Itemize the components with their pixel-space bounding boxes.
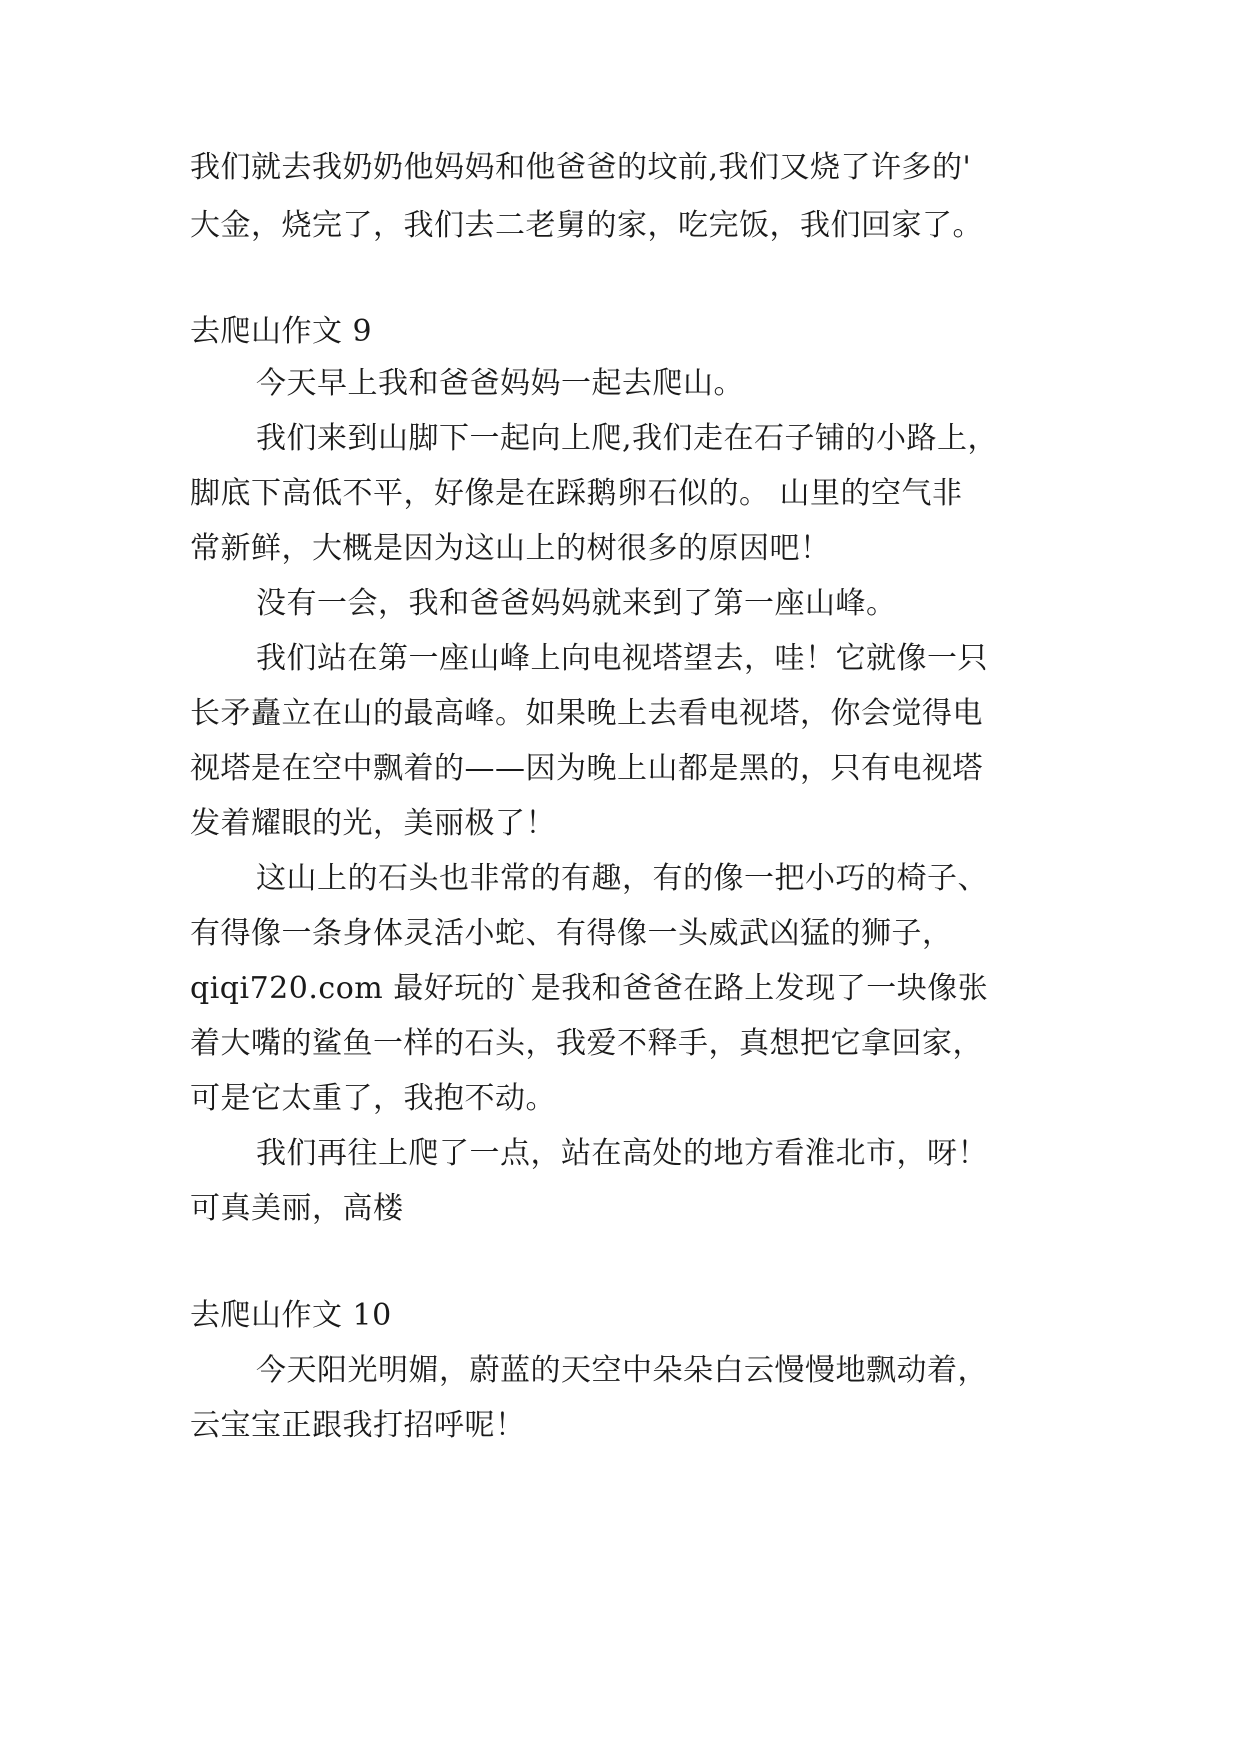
paragraph-line: 长矛矗立在山的最高峰。如果晚上去看电视塔，你会觉得电 xyxy=(190,696,983,731)
text-line: 我们就去我奶奶他妈妈和他爸爸的坟前,我们又烧了许多的' xyxy=(190,150,972,185)
paragraph-line: 脚底下高低不平，好像是在踩鹅卵石似的。 山里的空气非 xyxy=(190,476,963,511)
section-heading: 去爬山作文 9 xyxy=(190,314,373,349)
paragraph-line: 可真美丽，高楼 xyxy=(190,1191,404,1226)
paragraph-line: 我们再往上爬了一点，站在高处的地方看淮北市，呀！ xyxy=(256,1136,988,1171)
paragraph-line: 没有一会，我和爸爸妈妈就来到了第一座山峰。 xyxy=(256,586,897,621)
paragraph-line: 今天早上我和爸爸妈妈一起去爬山。 xyxy=(256,366,744,401)
paragraph-line: 我们站在第一座山峰上向电视塔望去，哇！它就像一只 xyxy=(256,641,988,676)
paragraph-line: 发着耀眼的光，美丽极了！ xyxy=(190,806,556,841)
paragraph-line: 云宝宝正跟我打招呼呢！ xyxy=(190,1408,526,1443)
paragraph-line: 可是它太重了，我抱不动。 xyxy=(190,1081,556,1116)
section-heading: 去爬山作文 10 xyxy=(190,1298,392,1333)
paragraph-line: 这山上的石头也非常的有趣，有的像一把小巧的椅子、 xyxy=(256,861,988,896)
paragraph-line: 着大嘴的鲨鱼一样的石头，我爱不释手，真想把它拿回家， xyxy=(190,1026,983,1061)
paragraph-line: 常新鲜，大概是因为这山上的树很多的原因吧！ xyxy=(190,531,831,566)
paragraph-line: 我们来到山脚下一起向上爬,我们走在石子铺的小路上， xyxy=(256,421,999,456)
paragraph-line: qiqi720.com 最好玩的`是我和爸爸在路上发现了一块像张 xyxy=(190,971,989,1006)
paragraph-line: 今天阳光明媚，蔚蓝的天空中朵朵白云慢慢地飘动着， xyxy=(256,1353,988,1388)
text-line: 大金，烧完了，我们去二老舅的家，吃完饭，我们回家了。 xyxy=(190,208,983,243)
paragraph-line: 视塔是在空中飘着的——因为晚上山都是黑的，只有电视塔 xyxy=(190,751,983,786)
paragraph-line: 有得像一条身体灵活小蛇、有得像一头威武凶猛的狮子， xyxy=(190,916,953,951)
